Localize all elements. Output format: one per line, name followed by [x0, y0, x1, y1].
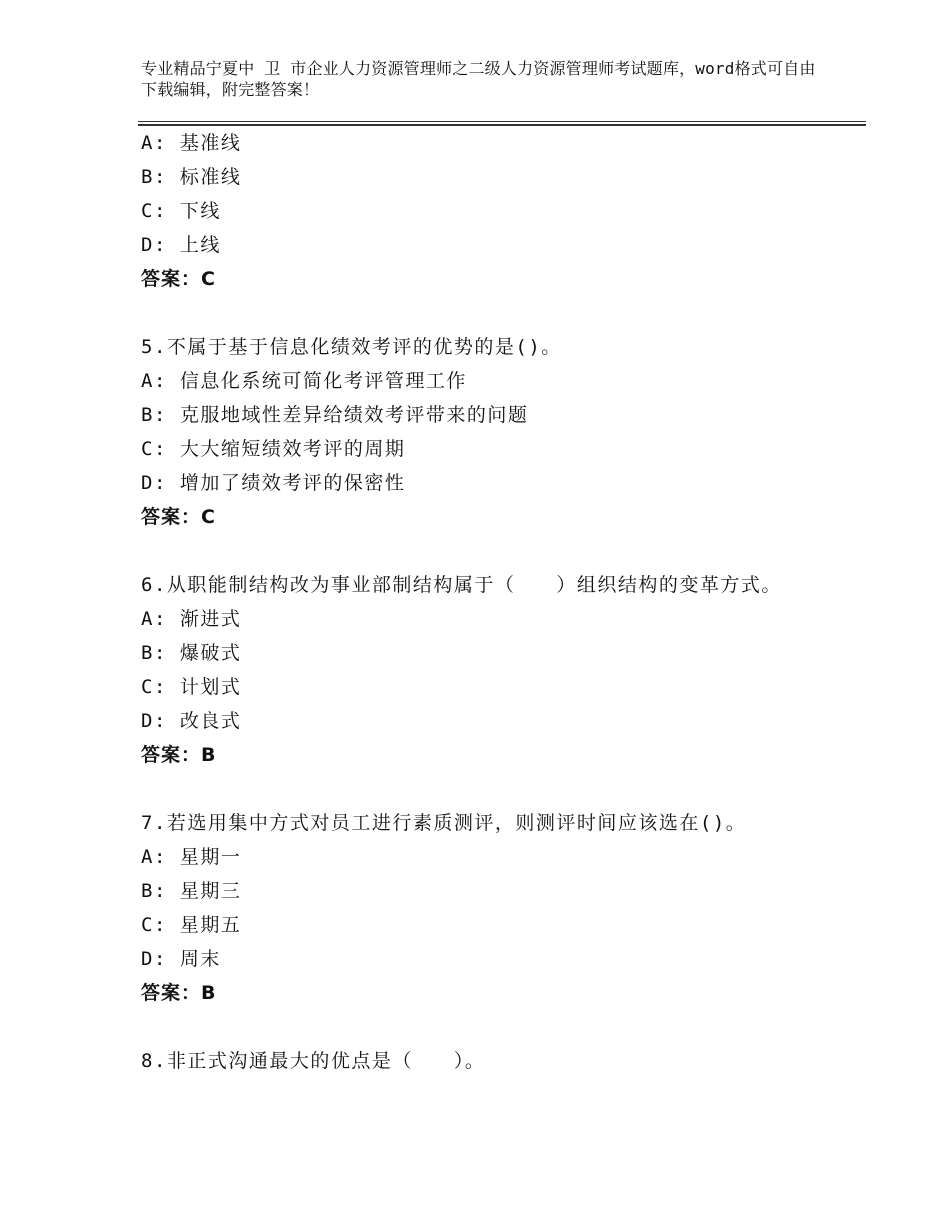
- answer: 答案：C: [141, 506, 216, 528]
- document-header: 专业精品宁夏中 卫 市企业人力资源管理师之二级人力资源管理师考试题库，word格式可自由下载编辑，附完整答案！: [141, 59, 816, 99]
- question-6: [141, 568, 831, 772]
- question-list: [141, 126, 831, 1078]
- question-text: 5.不属于基于信息化绩效考评的优势的是()。: [141, 336, 562, 358]
- option-d: D: 改良式: [141, 710, 242, 732]
- option-a: A: 基准线: [141, 132, 242, 154]
- option-d: D: 周末: [141, 948, 221, 970]
- question-7: [141, 806, 831, 1010]
- question-5: [141, 330, 831, 534]
- answer: 答案：B: [141, 982, 217, 1004]
- answer: 答案：C: [141, 268, 216, 290]
- option-a: A: 星期一: [141, 846, 242, 868]
- question-text: 6.从职能制结构改为事业部制结构属于（ ）组织结构的变革方式。: [141, 574, 782, 596]
- spacer: [141, 772, 831, 806]
- option-b: B: 星期三: [141, 880, 242, 902]
- option-a: A: 信息化系统可简化考评管理工作: [141, 370, 467, 392]
- option-c: C: 计划式: [141, 676, 242, 698]
- spacer: [141, 1010, 831, 1044]
- option-b: B: 爆破式: [141, 642, 242, 664]
- header-divider-thin: [138, 121, 866, 122]
- option-d: D: 上线: [141, 234, 221, 256]
- option-d: D: 增加了绩效考评的保密性: [141, 472, 406, 494]
- answer: 答案：B: [141, 744, 217, 766]
- question-8: [141, 1044, 831, 1078]
- question-text: 7.若选用集中方式对员工进行素质测评，则测评时间应该选在()。: [141, 812, 747, 834]
- spacer: [141, 534, 831, 568]
- option-b: B: 克服地域性差异给绩效考评带来的问题: [141, 404, 529, 426]
- question-text: 8.非正式沟通最大的优点是（ ）。: [141, 1050, 486, 1072]
- question-4: [141, 126, 831, 296]
- option-c: C: 大大缩短绩效考评的周期: [141, 438, 406, 460]
- spacer: [141, 296, 831, 330]
- option-b: B: 标准线: [141, 166, 242, 188]
- option-a: A: 渐进式: [141, 608, 242, 630]
- option-c: C: 下线: [141, 200, 221, 222]
- option-c: C: 星期五: [141, 914, 242, 936]
